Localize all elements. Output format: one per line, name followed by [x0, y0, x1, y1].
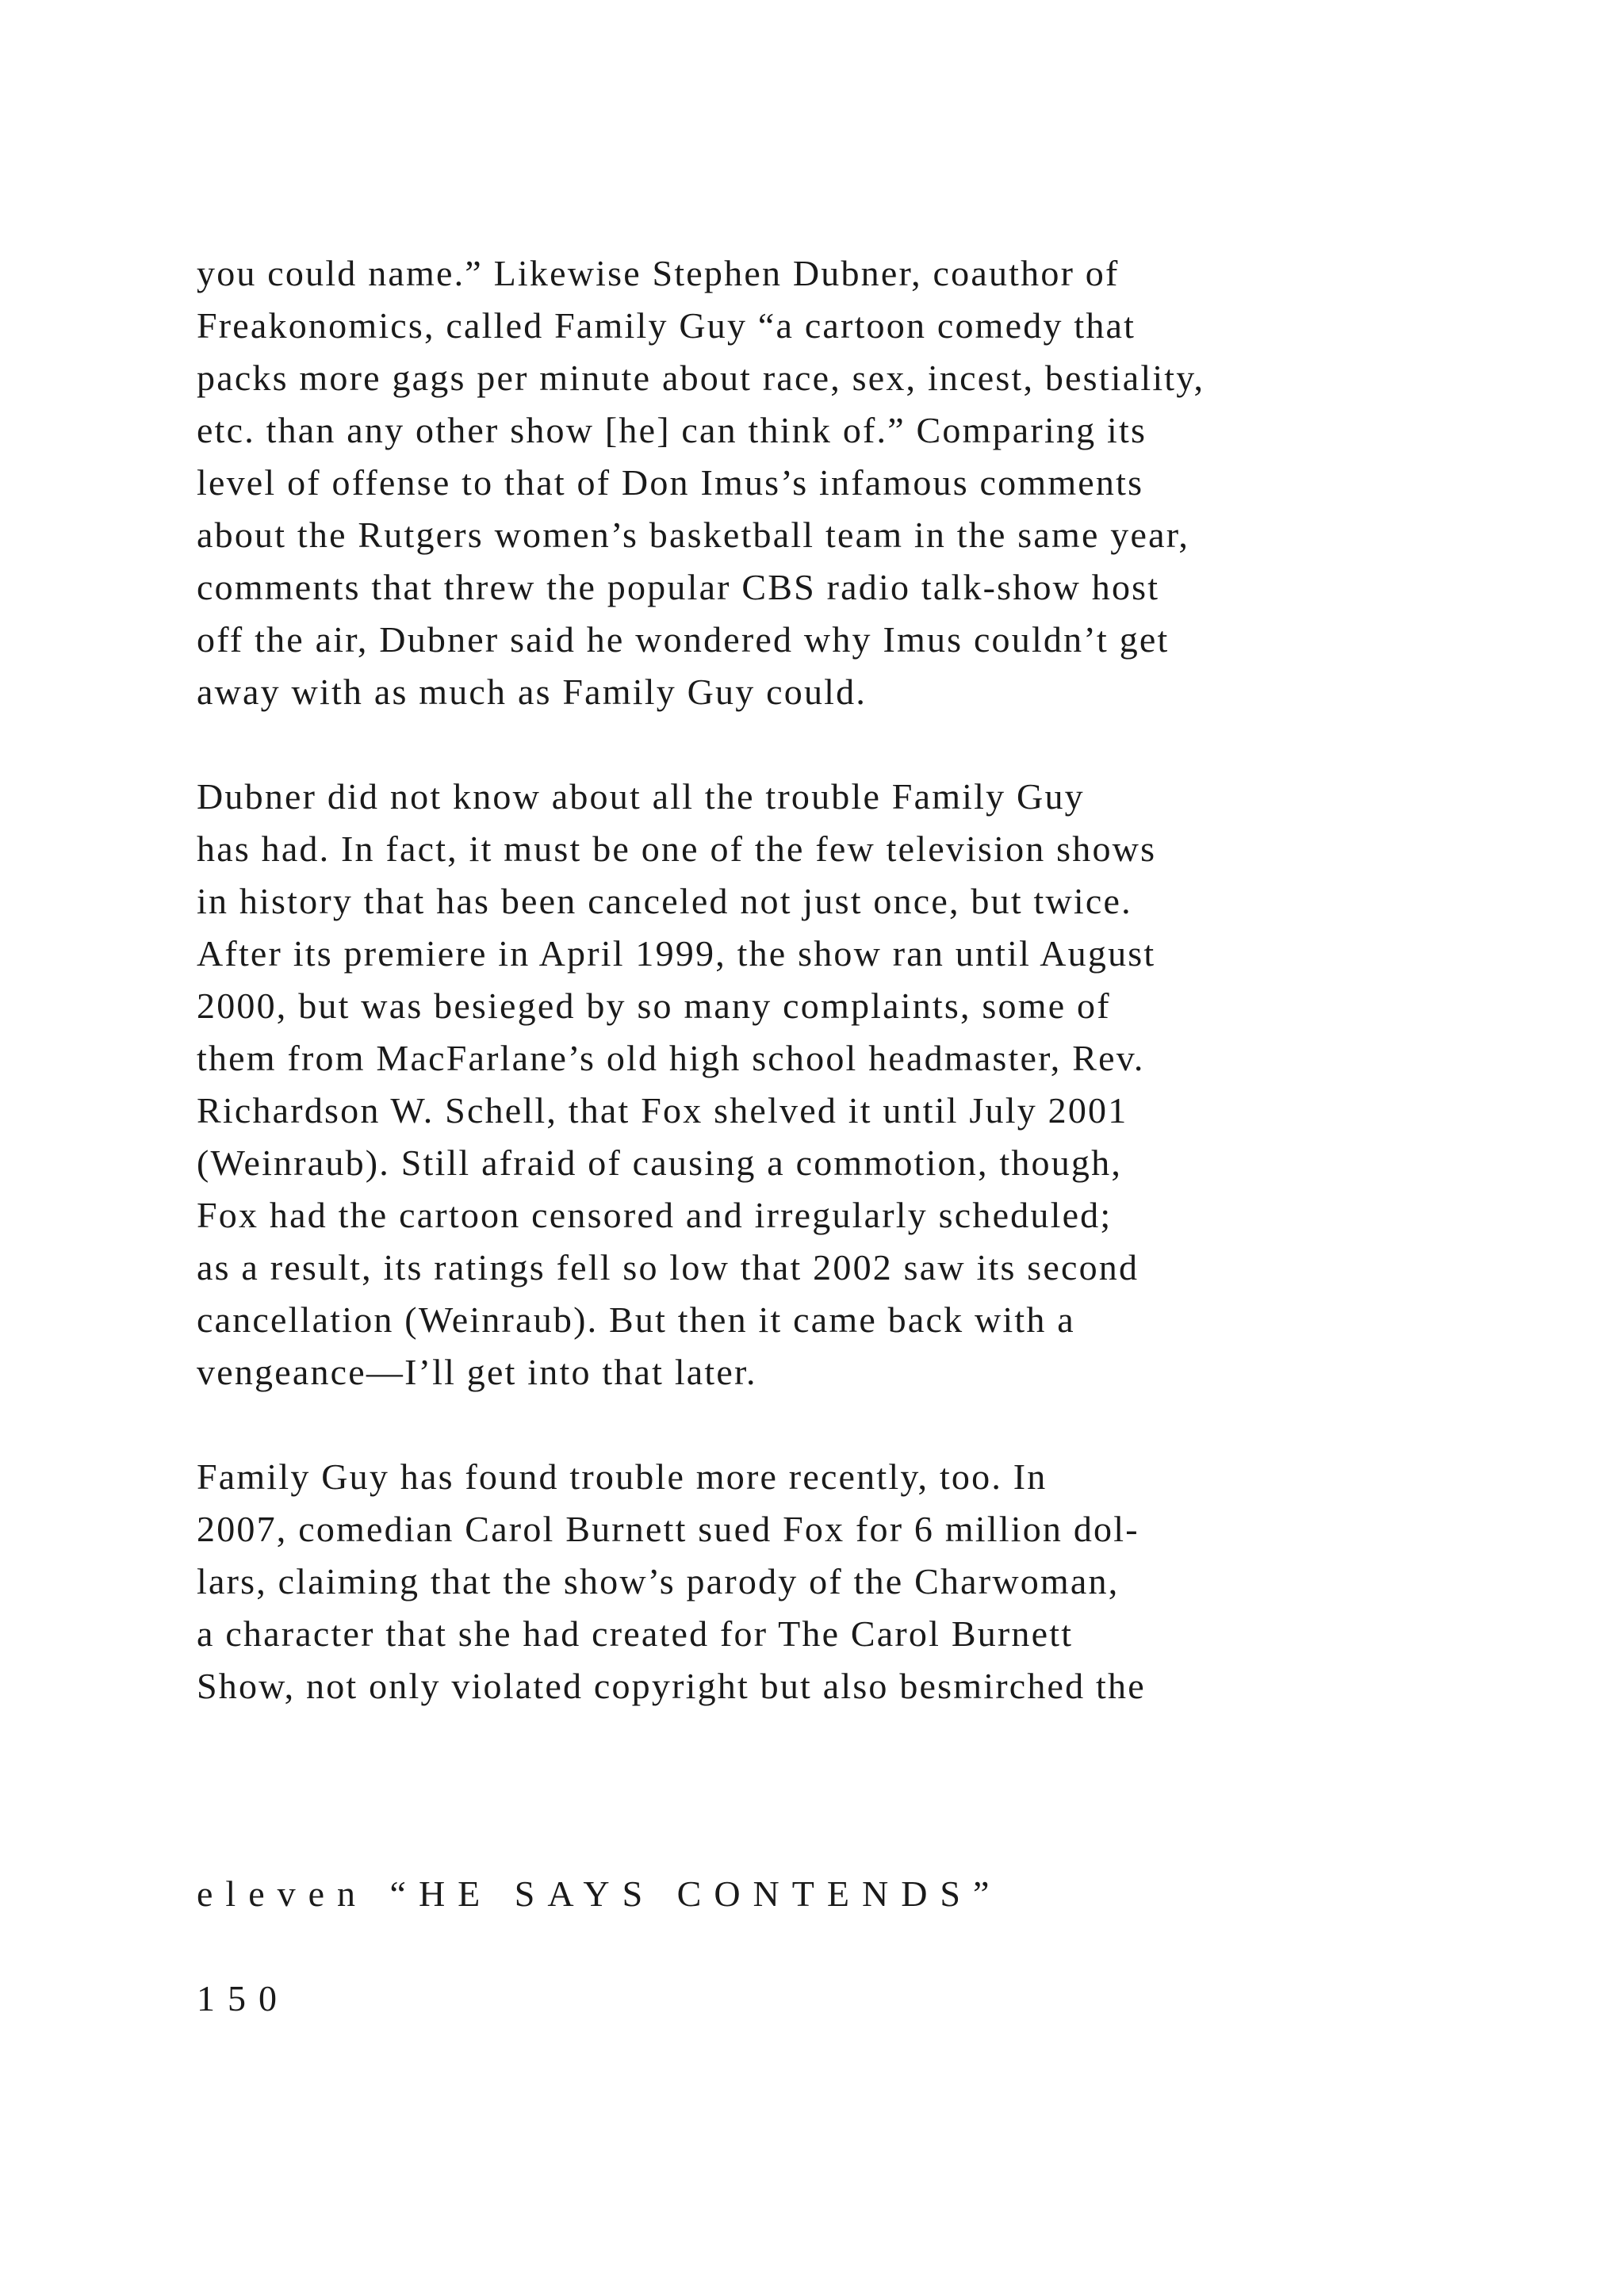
paragraph-1	[197, 247, 1465, 718]
text-line: 2000, but was besieged by so many complaints, some of	[197, 985, 1111, 1026]
text-line: vengeance—I’ll get into that later.	[197, 1352, 757, 1392]
text-line: lars, claiming that the show’s parody of the Charwoman,	[197, 1561, 1120, 1601]
text-line: Dubner did not know about all the trouble Family Guy	[197, 776, 1085, 817]
text-line: Freakonomics, called Family Guy “a cartoon comedy that	[197, 305, 1136, 346]
text-line: packs more gags per minute about race, sex, incest, bestiality,	[197, 358, 1205, 398]
text-line: them from MacFarlane’s old high school headmaster, Rev.	[197, 1038, 1145, 1078]
text-line: level of offense to that of Don Imus’s infamous comments	[197, 462, 1144, 503]
text-line: Family Guy has found trouble more recently, too. In	[197, 1456, 1048, 1497]
text-line: (Weinraub). Still afraid of causing a commotion, though,	[197, 1142, 1123, 1183]
text-line: cancellation (Weinraub). But then it came back with a	[197, 1299, 1075, 1340]
text-line: After its premiere in April 1999, the show ran until August	[197, 933, 1156, 974]
text-line: a character that she had created for The Carol Burnett	[197, 1613, 1074, 1654]
text-line: you could name.” Likewise Stephen Dubner, coauthor of	[197, 253, 1120, 293]
text-line: about the Rutgers women’s basketball team in the same year,	[197, 515, 1190, 555]
text-line: Richardson W. Schell, that Fox shelved it until July 2001	[197, 1090, 1128, 1131]
text-line: comments that threw the popular CBS radio talk-show host	[197, 567, 1160, 607]
text-line: as a result, its ratings fell so low that 2002 saw its second	[197, 1247, 1139, 1288]
text-line: 2007, comedian Carol Burnett sued Fox for 6 million dol-	[197, 1509, 1139, 1549]
text-line: off the air, Dubner said he wondered why Imus couldn’t get	[197, 619, 1170, 660]
text-line: away with as much as Family Guy could.	[197, 672, 868, 712]
page-number: 150	[197, 1978, 289, 2019]
text-line: has had. In fact, it must be one of the few television shows	[197, 828, 1157, 869]
text-line: in history that has been canceled not just once, but twice.	[197, 881, 1132, 921]
paragraph-2	[197, 771, 1465, 1399]
running-head: eleven “HE SAYS CONTENDS”	[197, 1873, 1002, 1914]
paragraph-3	[197, 1451, 1465, 1712]
body-text	[197, 247, 1465, 1765]
text-line: etc. than any other show [he] can think of.” Comparing its	[197, 410, 1147, 450]
text-line: Fox had the cartoon censored and irregularly scheduled;	[197, 1195, 1113, 1235]
text-line: Show, not only violated copyright but also besmirched the	[197, 1666, 1146, 1706]
